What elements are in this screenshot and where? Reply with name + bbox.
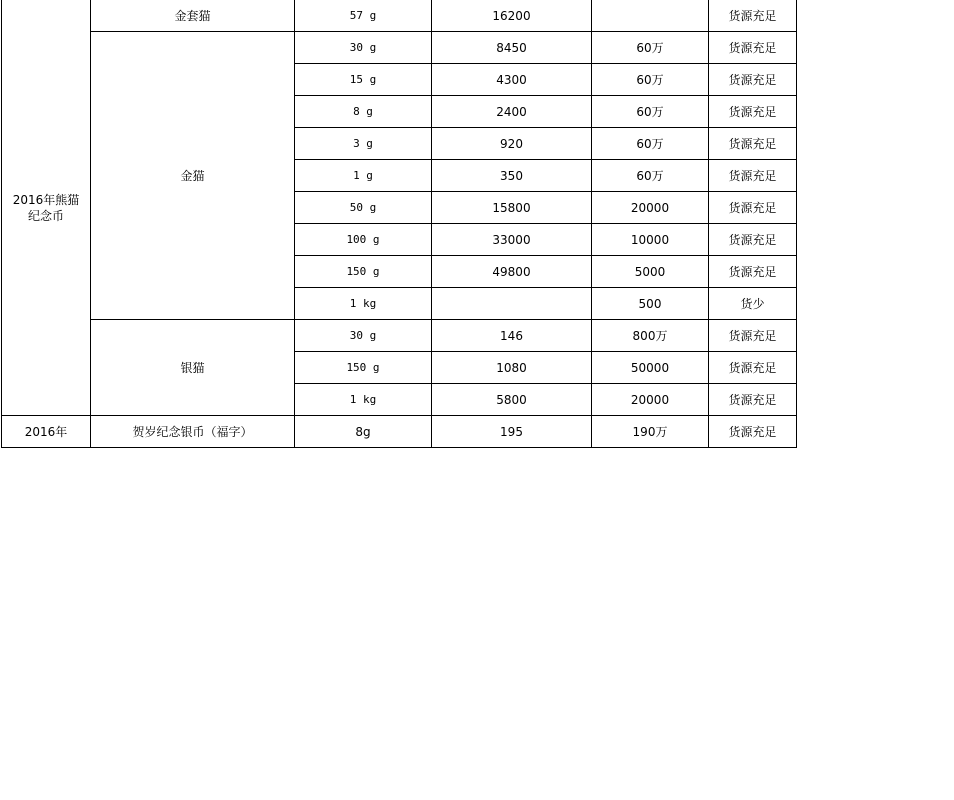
weight-cell: 8g — [295, 416, 432, 448]
status-cell: 货源充足 — [709, 160, 797, 192]
weight-cell: 30 g — [295, 32, 432, 64]
weight-cell: 50 g — [295, 192, 432, 224]
table-row — [2, 32, 797, 64]
status-cell: 货源充足 — [709, 352, 797, 384]
weight-cell: 100 g — [295, 224, 432, 256]
price-cell: 195 — [432, 416, 592, 448]
mintage-cell: 60万 — [592, 160, 709, 192]
weight-cell: 15 g — [295, 64, 432, 96]
mintage-cell: 60万 — [592, 32, 709, 64]
mintage-cell: 500 — [592, 288, 709, 320]
mintage-cell: 800万 — [592, 320, 709, 352]
price-cell: 8450 — [432, 32, 592, 64]
status-cell: 货源充足 — [709, 96, 797, 128]
weight-cell: 3 g — [295, 128, 432, 160]
category-cell-silver: 银猫 — [91, 320, 295, 416]
status-cell: 货源充足 — [709, 256, 797, 288]
table-row — [2, 320, 797, 352]
mintage-cell: 20000 — [592, 384, 709, 416]
table-row — [2, 0, 797, 32]
weight-cell: 8 g — [295, 96, 432, 128]
weight-cell: 30 g — [295, 320, 432, 352]
price-cell: 16200 — [432, 0, 592, 32]
mintage-cell: 190万 — [592, 416, 709, 448]
price-cell: 920 — [432, 128, 592, 160]
status-cell: 货源充足 — [709, 384, 797, 416]
mintage-cell: 60万 — [592, 96, 709, 128]
mintage-cell: 20000 — [592, 192, 709, 224]
price-cell: 350 — [432, 160, 592, 192]
weight-cell: 1 kg — [295, 288, 432, 320]
year-cell: 2016年 — [2, 416, 91, 448]
series-label-line2: 纪念币 — [27, 208, 64, 223]
mintage-cell: 60万 — [592, 128, 709, 160]
status-cell: 货源充足 — [709, 320, 797, 352]
price-cell: 33000 — [432, 224, 592, 256]
status-cell: 货源充足 — [709, 224, 797, 256]
price-cell: 4300 — [432, 64, 592, 96]
category-cell-gold: 金猫 — [91, 32, 295, 320]
mintage-cell: 60万 — [592, 64, 709, 96]
status-cell: 货少 — [709, 288, 797, 320]
price-cell: 146 — [432, 320, 592, 352]
mintage-cell: 50000 — [592, 352, 709, 384]
status-cell: 货源充足 — [709, 32, 797, 64]
mintage-cell: 5000 — [592, 256, 709, 288]
price-cell: 2400 — [432, 96, 592, 128]
weight-cell: 150 g — [295, 352, 432, 384]
mintage-cell: 10000 — [592, 224, 709, 256]
category-cell-gold-set: 金套猫 — [91, 0, 295, 32]
price-cell: 5800 — [432, 384, 592, 416]
status-cell: 货源充足 — [709, 192, 797, 224]
table-row — [2, 416, 797, 448]
weight-cell: 150 g — [295, 256, 432, 288]
weight-cell: 57 g — [295, 0, 432, 32]
price-cell: 15800 — [432, 192, 592, 224]
price-cell: 49800 — [432, 256, 592, 288]
weight-cell: 1 kg — [295, 384, 432, 416]
status-cell: 货源充足 — [709, 64, 797, 96]
mintage-cell — [592, 0, 709, 32]
weight-cell: 1 g — [295, 160, 432, 192]
coin-name-cell: 贺岁纪念银币（福字） — [91, 416, 295, 448]
status-cell: 货源充足 — [709, 128, 797, 160]
status-cell: 货源充足 — [709, 0, 797, 32]
series-label-line1: 2016年熊猫 — [12, 192, 80, 207]
coin-price-table — [1, 0, 797, 448]
status-cell: 货源充足 — [709, 416, 797, 448]
price-cell — [432, 288, 592, 320]
series-cell — [2, 0, 91, 416]
price-cell: 1080 — [432, 352, 592, 384]
